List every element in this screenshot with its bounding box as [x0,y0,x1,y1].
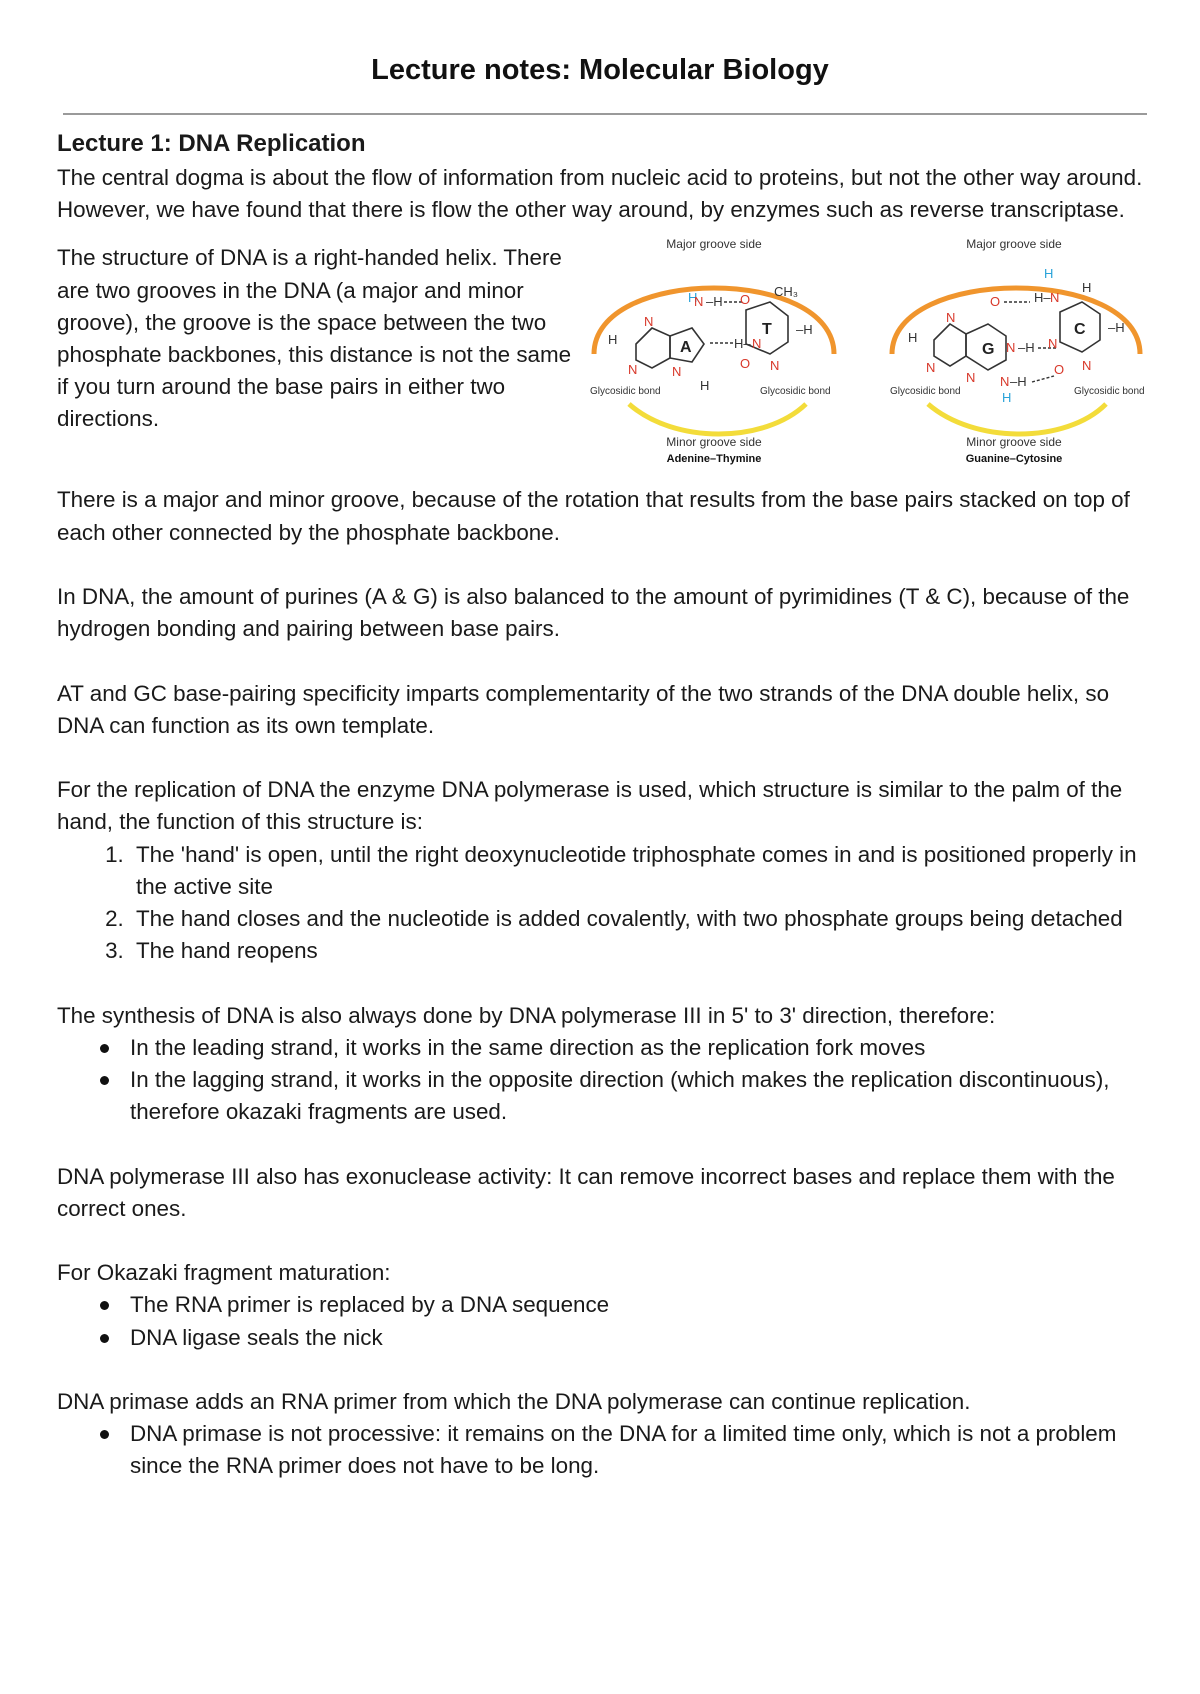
spacer [57,1225,1157,1257]
cytosine-n-atom: N [1050,290,1060,306]
gc-hydrogen-bond [1032,376,1054,382]
at-pair-name: Adenine–Thymine [666,453,762,466]
guanine-n-atom: N [1000,374,1010,390]
spacer [57,549,1157,581]
thymine-o-atom: O [740,356,751,372]
gc-minor-groove-arc [928,404,1106,434]
guanine-n-atom: N [926,360,936,376]
adenine-n-atom: N [628,362,638,378]
structure-section [57,226,1157,484]
cytosine-h-atom: –H [1108,320,1125,336]
guanine-ring-five [934,324,966,366]
list-item: The RNA primer is replaced by a DNA sequence [130,1289,1157,1321]
list-item: In the lagging strand, it works in the opposite direction (which makes the replication discontinuous), therefore okazaki fragments are used. [130,1064,1157,1128]
adenine-n-atom: N [672,364,682,380]
paragraph-structure: The structure of DNA is a right-handed helix. There are two grooves in the DNA (a major and minor groove), the groove is the space between the two phosphate backbones, this distance is not the same if you turn around the base pairs in either two directions. [57,245,572,432]
cytosine-h-atom: H– [1034,290,1051,306]
lecture-heading: Lecture 1: DNA Replication [57,130,366,157]
adenine-letter: A [680,339,692,357]
primase-points-list [57,1418,1157,1482]
cytosine-letter: C [1074,321,1086,339]
guanine-letter: G [982,341,995,359]
gc-pair-name: Guanine–Cytosine [965,453,1063,466]
title-divider [63,113,1147,115]
thymine-h-atom: –H [796,322,813,338]
spacer [57,742,1157,774]
paragraph-central-dogma: The central dogma is about the flow of information from nucleic acid to proteins, but not the other way around. However, we have found that there is flow the other way around, by enzymes such as reverse transcriptase. [57,165,1143,223]
paragraph-pairing: AT and GC base-pairing specificity imparts complementarity of the two strands of the DNA double helix, so DNA can function as its own template. [57,680,1110,738]
at-left-glycosidic-label: Glycosidic bond [590,386,661,398]
gc-major-groove-arc [892,288,1140,354]
paragraph-exonuclease: DNA polymerase III also has exonuclease activity: It can remove incorrect bases and replace them with the correct ones. [57,1163,1115,1221]
spacer [57,645,1157,677]
polymerase-steps-list [57,839,1157,968]
paragraph-grooves: There is a major and minor groove, because of the rotation that results from the base pairs stacked on top of each other connected by the phosphate backbone. [57,487,1130,545]
cytosine-h-atom: H [1044,266,1054,282]
guanine-o-atom: O [990,294,1001,310]
thymine-o-atom: O [740,292,751,308]
spacer [57,1354,1157,1386]
cytosine-n-atom: N [1082,358,1092,374]
synthesis-points-list [57,1032,1157,1129]
at-right-glycosidic-label: Glycosidic bond [760,386,831,398]
base-pair-diagram [574,226,1200,484]
paragraph-synthesis: The synthesis of DNA is also always done by DNA polymerase III in 5' to 3' direction, therefore: [57,1002,996,1028]
adenine-h-atom: H [608,332,618,348]
list-item: In the leading strand, it works in the same direction as the replication fork moves [130,1032,1157,1064]
paragraph-purines: In DNA, the amount of purines (A & G) is also balanced to the amount of pyrimidines (T & C), because of the hydrogen bonding and pairing between base pairs. [57,584,1130,642]
spacer [57,967,1157,999]
at-major-groove-label: Major groove side [666,237,762,252]
adenine-ring-six [636,328,670,368]
guanine-n-atom: N [946,310,956,326]
list-item: DNA ligase seals the nick [130,1322,1157,1354]
paragraph-primase: DNA primase adds an RNA primer from which the DNA polymerase can continue replication. [57,1388,971,1414]
thymine-letter: T [762,321,772,339]
thymine-methyl: CH₃ [774,284,799,300]
cytosine-n-atom: N [1048,336,1058,352]
base-pair-figure [574,226,1200,484]
adenine-thymine-panel [590,237,834,465]
guanine-h-atom: H [908,330,918,346]
thymine-n-atom: N [770,358,780,374]
paragraph-okazaki: For Okazaki fragment maturation: [57,1260,391,1286]
document-body [57,126,1157,1483]
gc-left-glycosidic-label: Glycosidic bond [890,386,961,398]
cytosine-h-atom: H [1082,280,1092,296]
adenine-n-atom: N [644,314,654,330]
guanine-n-atom: N [1006,340,1016,356]
gc-minor-groove-label: Minor groove side [966,435,1062,450]
adenine-n-atom: N [694,294,704,310]
adenine-h-atom: –H [706,294,723,310]
guanine-h-atom: –H [1018,340,1035,356]
list-item: DNA primase is not processive: it remains on the DNA for a limited time only, which is not a problem since the RNA primer does not have to be long. [130,1418,1157,1482]
adenine-h-atom: H [700,378,710,394]
adenine-h-atom: H [688,290,698,306]
paragraph-polymerase: For the replication of DNA the enzyme DNA polymerase is used, which structure is similar to the palm of the hand, the function of this structure is: [57,777,1123,835]
spacer [57,1128,1157,1160]
document-title: Lecture notes: Molecular Biology [371,54,829,86]
list-item: 3. The hand reopens [130,935,1157,967]
guanine-h-atom: –H [1010,374,1027,390]
list-item: 1. The 'hand' is open, until the right deoxynucleotide triphosphate comes in and is positioned properly in the active site [130,839,1157,903]
okazaki-points-list [57,1289,1157,1353]
list-item: 2. The hand closes and the nucleotide is added covalently, with two phosphate groups being detached [130,903,1157,935]
cytosine-o-atom: O [1054,362,1065,378]
guanine-cytosine-panel [890,237,1145,465]
at-minor-groove-label: Minor groove side [666,435,762,450]
gc-major-groove-label: Major groove side [966,237,1062,252]
thymine-n-atom: N [752,336,762,352]
guanine-h-atom: H [1002,390,1012,406]
gc-right-glycosidic-label: Glycosidic bond [1074,386,1145,398]
guanine-n-atom: N [966,370,976,386]
thymine-h-atom: H– [734,336,751,352]
at-minor-groove-arc [629,404,806,434]
